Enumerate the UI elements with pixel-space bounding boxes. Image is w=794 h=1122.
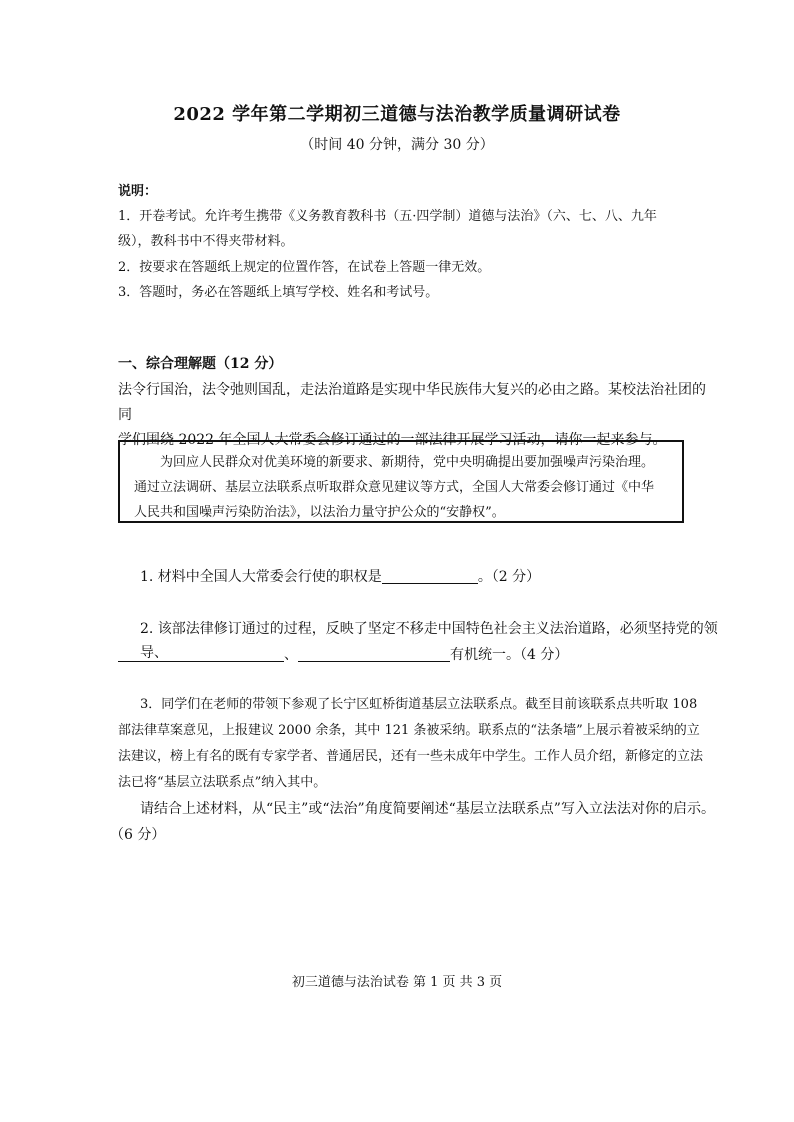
question-3-points: （6 分） bbox=[110, 827, 166, 843]
notes-heading: 说明： bbox=[118, 184, 158, 199]
material-line-1: 为回应人民群众对优美环境的新要求、新期待，党中央明确提出要加强噪声污染治理。 bbox=[160, 455, 655, 470]
material-line-3: 人民共和国噪声污染防治法》，以法治力量守护公众的“安静权”。 bbox=[134, 505, 505, 520]
note-item-1-continued: 级），教科书中不得夹带材料。 bbox=[118, 234, 294, 249]
question-1-points: 。（2 分） bbox=[477, 569, 541, 585]
note-item-2: 2．按要求在答题纸上规定的位置作答，在试卷上答题一律无效。 bbox=[118, 260, 491, 275]
question-2-line-1: 2. 该部法律修订通过的过程，反映了坚定不移走中国特色社会主义法治道路，必须坚持党的领导、 bbox=[140, 621, 718, 661]
material-box bbox=[118, 440, 684, 523]
question-3-line-1: 3．同学们在老师的带领下参观了长宁区虹桥街道基层立法联系点。截至目前该联系点共听取 108 bbox=[140, 697, 698, 712]
material-line-2: 通过立法调研、基层立法联系点听取群众意见建议等方式，全国人大常委会修订通过《中华 bbox=[134, 480, 655, 495]
question-2-line-2 bbox=[118, 643, 718, 667]
question-1-answer-blank bbox=[382, 567, 478, 584]
question-3-prompt: 请结合上述材料，从“民主”或“法治”角度简要阐述“基层立法联系点”写入立法法对你的启示。 bbox=[140, 801, 715, 817]
page-footer: 初三道德与法治试卷 第 1 页 共 3 页 bbox=[291, 975, 503, 990]
section-intro-line-2: 学们围绕 2022 年全国人大常委会修订通过的一部法律开展学习活动，请你一起来参与。 bbox=[118, 432, 667, 448]
exam-subtitle: （时间 40 分钟，满分 30 分） bbox=[300, 137, 494, 153]
question-1 bbox=[140, 565, 700, 589]
section-heading: 一、综合理解题（12 分） bbox=[118, 356, 283, 372]
question-2-answer-blank-2 bbox=[298, 645, 450, 662]
question-2-separator: 、 bbox=[284, 647, 298, 663]
exam-title: 2022 学年第二学期初三道德与法治教学质量调研试卷 bbox=[173, 104, 621, 125]
question-3-line-4: 法已将“基层立法联系点”纳入其中。 bbox=[118, 775, 327, 790]
note-item-1: 1．开卷考试。允许考生携带《义务教育教科书（五·四学制）道德与法治》（六、七、八、九年 bbox=[118, 209, 657, 224]
question-3-line-3: 法建议，榜上有名的既有专家学者、普通居民，还有一些未成年中学生。工作人员介绍，新修定的立法 bbox=[118, 749, 704, 764]
note-item-3: 3．答题时，务必在答题纸上填写学校、姓名和考试号。 bbox=[118, 285, 439, 300]
section-intro-line-1: 法令行国治，法令弛则国乱，走法治道路是实现中华民族伟大复兴的必由之路。某校法治社团的同 bbox=[118, 382, 706, 423]
question-2-points: 有机统一。（4 分） bbox=[450, 647, 569, 663]
question-3-line-2: 部法律草案意见，上报建议 2000 余条，其中 121 条被采纳。联系点的“法条墙”上展示着被采纳的立 bbox=[118, 723, 700, 738]
question-1-text: 1. 材料中全国人大常委会行使的职权是 bbox=[140, 569, 382, 585]
question-2-answer-blank-1 bbox=[118, 645, 284, 662]
